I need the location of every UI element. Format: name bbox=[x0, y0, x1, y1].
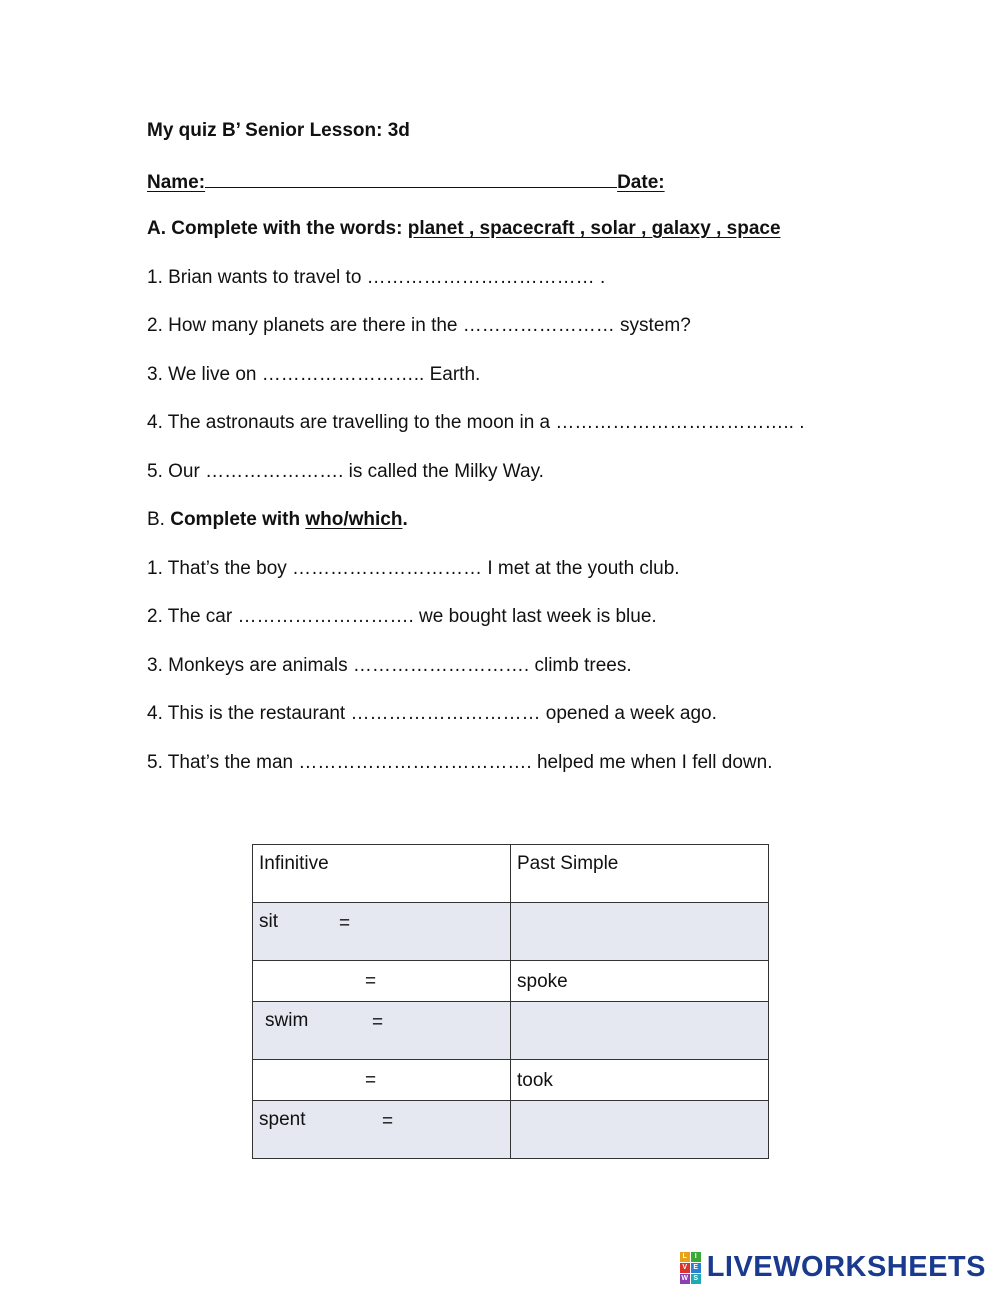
equals-sign: = bbox=[382, 1111, 394, 1132]
liveworksheets-logo bbox=[680, 1251, 986, 1284]
section-b-period: . bbox=[402, 509, 408, 530]
name-blank[interactable] bbox=[205, 169, 617, 188]
question-a4[interactable]: 4. The astronauts are travelling to the moon in a ……………………………….. . bbox=[147, 412, 805, 433]
question-b2[interactable]: 2. The car ………………………. we bought last week is blue. bbox=[147, 606, 657, 627]
equals-sign: = bbox=[339, 913, 351, 934]
question-b5[interactable]: 5. That’s the man ………………………………. helped me when I fell down. bbox=[147, 752, 773, 773]
date-label: Date: bbox=[617, 172, 665, 193]
infinitive-cell bbox=[253, 1002, 511, 1060]
header-infinitive: Infinitive bbox=[253, 845, 511, 903]
name-label: Name: bbox=[147, 172, 206, 193]
section-b-instruction bbox=[147, 508, 408, 532]
infinitive-cell bbox=[253, 903, 511, 961]
question-a3[interactable]: 3. We live on …………………….. Earth. bbox=[147, 364, 481, 385]
past-value: took bbox=[517, 1070, 553, 1091]
logo-mark-icon: L I V E W S bbox=[680, 1252, 701, 1284]
table-row bbox=[253, 1002, 769, 1060]
header-past-simple: Past Simple bbox=[511, 845, 769, 903]
past-cell bbox=[511, 1060, 769, 1101]
name-date-row bbox=[147, 169, 665, 195]
question-b4[interactable]: 4. This is the restaurant ………………………… opened a week ago. bbox=[147, 703, 717, 724]
equals-sign: = bbox=[365, 1070, 377, 1091]
question-b1[interactable]: 1. That’s the boy ………………………… I met at the youth club. bbox=[147, 558, 680, 579]
question-b3[interactable]: 3. Monkeys are animals ………………………. climb trees. bbox=[147, 655, 632, 676]
section-b-keywords: who/which bbox=[305, 509, 403, 530]
table-row bbox=[253, 1101, 769, 1159]
infinitive-answer-cell[interactable] bbox=[253, 1060, 511, 1101]
section-a-label: A. Complete with the words: bbox=[147, 218, 408, 239]
infinitive-value: sit bbox=[259, 911, 278, 932]
question-a1[interactable]: 1. Brian wants to travel to ……………………………… . bbox=[147, 267, 606, 288]
logo-text: LIVEWORKSHEETS bbox=[706, 1251, 986, 1283]
past-cell bbox=[511, 961, 769, 1002]
table-row bbox=[253, 903, 769, 961]
page-title: My quiz B’ Senior Lesson: 3d bbox=[147, 120, 410, 141]
past-answer-cell[interactable] bbox=[511, 903, 769, 961]
infinitive-value: spent bbox=[259, 1109, 306, 1130]
section-b-label: Complete with bbox=[170, 509, 306, 530]
section-b-prefix: B. bbox=[147, 509, 171, 530]
past-answer-cell[interactable] bbox=[511, 1101, 769, 1159]
question-a5[interactable]: 5. Our …………………. is called the Milky Way. bbox=[147, 461, 544, 482]
equals-sign: = bbox=[372, 1012, 384, 1033]
infinitive-value: swim bbox=[265, 1010, 309, 1031]
past-value: spoke bbox=[517, 971, 568, 992]
infinitive-answer-cell[interactable] bbox=[253, 961, 511, 1002]
equals-sign: = bbox=[365, 971, 377, 992]
table-row bbox=[253, 961, 769, 1002]
past-answer-cell[interactable] bbox=[511, 1002, 769, 1060]
question-a2[interactable]: 2. How many planets are there in the …………………… system? bbox=[147, 315, 691, 336]
verb-table bbox=[252, 844, 769, 1159]
section-a-instruction bbox=[147, 217, 781, 241]
table-header-row bbox=[253, 845, 769, 903]
table-row bbox=[253, 1060, 769, 1101]
infinitive-cell bbox=[253, 1101, 511, 1159]
word-bank: planet , spacecraft , solar , galaxy , space bbox=[407, 218, 781, 239]
